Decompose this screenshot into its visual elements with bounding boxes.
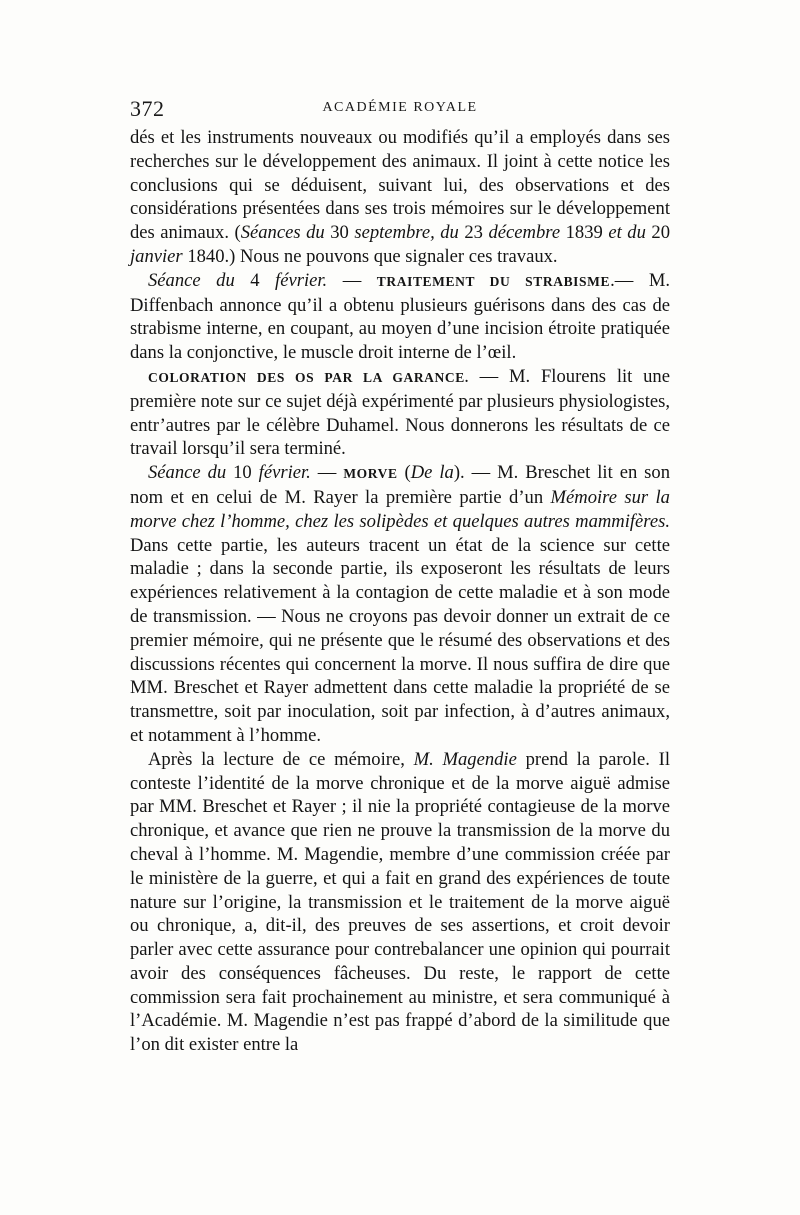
page-number: 372	[130, 96, 165, 121]
section-heading-garance: COLORATION DES OS PAR LA GARANCE.	[148, 369, 469, 385]
paragraph-1: dés et les instruments nouveaux ou modifiés qu’il a employés dans ses recherches sur le développement des animaux. Il joint à cette notice les conclusions qui se déduisent, suivant lui, des observations et des considérations présentées dans ses trois mémoires sur le développement des animaux. (Séances du 30 septembre, du 23 décembre 1839 et du 20 janvier 1840.) Nous ne pouvons que signaler ces travaux.	[130, 127, 670, 267]
section-heading-strabisme: TRAITEMENT DU STRABISME	[376, 273, 611, 289]
body-text	[130, 126, 670, 1057]
paragraph-2: Séance du 4 février. — TRAITEMENT DU STRABISME.— M. Diffenbach annonce qu’il a obtenu plusieurs guérisons dans des cas de strabisme interne, en coupant, au moyen d’une incision étroite pratiquée dans la conjonctive, le muscle droit interne de l’œil.	[130, 269, 671, 364]
paragraph-4: Séance du 10 février. — MORVE (De la). — M. Breschet lit en son nom et en celui de M. Rayer la première partie d’un Mémoire sur la morve chez l’homme, chez les solipèdes et quelques autres mammifères. Dans cette partie, les auteurs tracent un état de la science sur cette maladie ; dans la seconde partie, ils exposeront les résultats de leurs expériences relativement à la contagion de cette maladie et à son mode de transmission. — Nous ne croyons pas devoir donner un extrait de ce premier mémoire, qui ne présente que le résumé des observations et des discussions récentes qui concernent la morve. Il nous suffira de dire que MM. Breschet et Rayer admettent dans cette maladie la propriété de se transmettre, soit par inoculation, soit par infection, à d’autres animaux, et notamment à l’homme.	[130, 462, 671, 746]
page-header	[130, 96, 670, 122]
section-heading-morve: MORVE	[343, 466, 398, 482]
running-head: ACADÉMIE ROYALE	[322, 100, 478, 115]
paragraph-5: Après la lecture de ce mémoire, M. Magendie prend la parole. Il conteste l’identité de la morve chronique et de la morve aiguë admise par MM. Breschet et Rayer ; il nie la propriété contagieuse de la morve chronique, et avance que rien ne prouve la transmission de la morve du cheval à l’homme. M. Magendie, membre d’une commission créée par le ministère de la guerre, et qui a fait en grand des expériences de toute nature sur l’origine, la transmission et le traitement de la morve aiguë ou chronique, a, dit-il, des preuves de ses assertions, et croit devoir parler avec cette assurance pour contrebalancer une opinion qui pourrait avoir des conséquences fâcheuses. Du reste, le rapport de cette commission sera fait prochainement au ministre, et sera communiqué à l’Académie. M. Magendie n’est pas frappé d’abord de la similitude que l’on dit exister entre la	[130, 748, 671, 1056]
paragraph-3: COLORATION DES OS PAR LA GARANCE. — M. Flourens lit une première note sur ce sujet déjà expérimenté par plusieurs physiologistes, entr’autres par le célèbre Duhamel. Nous donnerons les résultats de ce travail lorsqu’il sera terminé.	[130, 365, 670, 460]
